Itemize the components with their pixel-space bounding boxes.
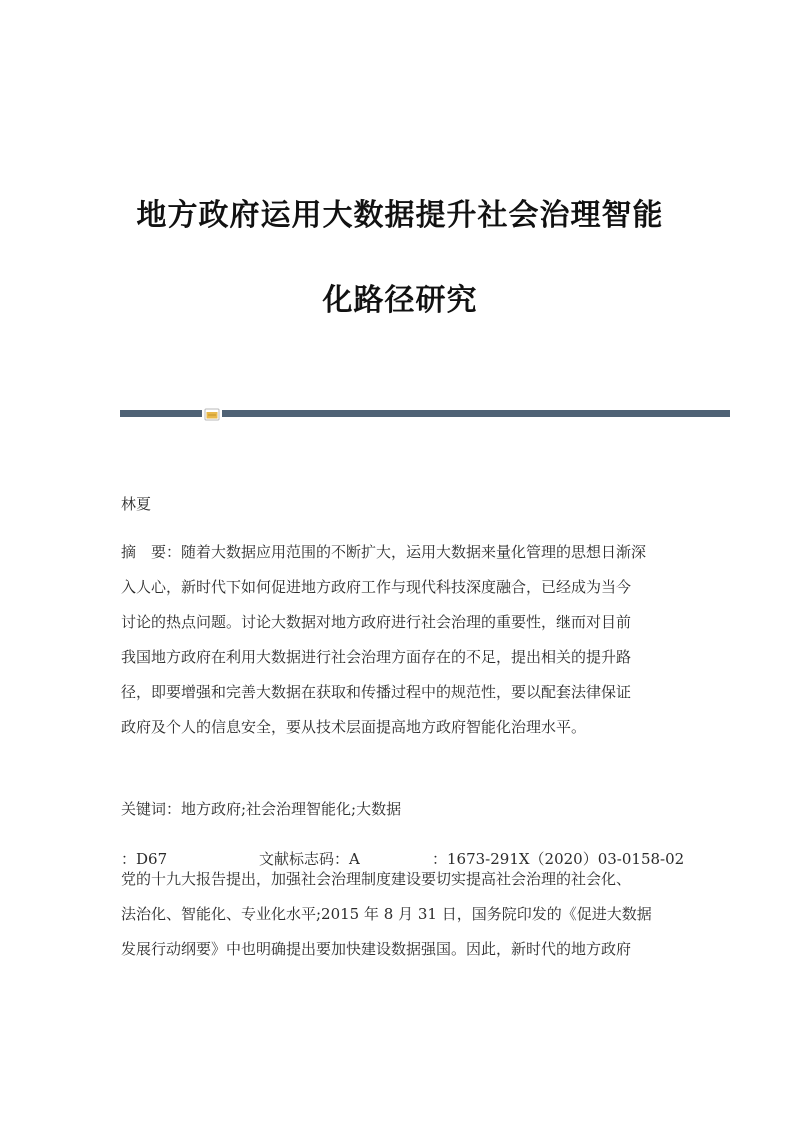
abstract [121,535,691,745]
abstract-line: 入人心，新时代下如何促进地方政府工作与现代科技深度融合，已经成为当今 [121,578,632,596]
body-line: 法治化、智能化、专业化水平;2015 年 8 月 31 日，国务院印发的《促进大数据 [121,905,652,923]
document-code: 文献标志码：A [259,850,360,868]
body-line: 党的十九大报告提出，加强社会治理制度建设要切实提高社会治理的社会化、 [121,870,632,888]
divider-rule-left [120,410,202,417]
body-line: 发展行动纲要》中也明确提出要加快建设数据强国。因此，新时代的地方政府 [121,940,632,958]
keywords [121,792,691,827]
abstract-line: 我国地方政府在利用大数据进行社会治理方面存在的不足，提出相关的提升路 [121,648,632,666]
article-number: ：1673-291X（2020）03-0158-02 [432,850,685,868]
author [121,487,691,522]
abstract-line: 政府及个人的信息安全，要从技术层面提高地方政府智能化治理水平。 [121,718,587,736]
abstract-line: 径，即要增强和完善大数据在获取和传播过程中的规范性，要以配套法律保证 [121,683,632,701]
abstract-line: 摘 要：随着大数据应用范围的不断扩大，运用大数据来量化管理的思想日渐深 [121,543,647,561]
keywords-line: 关键词：地方政府;社会治理智能化;大数据 [121,800,402,818]
divider-rule-right [222,410,730,417]
classification-number: ：D67 [121,850,168,868]
abstract-line: 讨论的热点问题。讨论大数据对地方政府进行社会治理的重要性，继而对目前 [121,613,632,631]
body-paragraph [121,862,691,967]
author-name: 林夏 [121,495,152,513]
page-title-line-1: 地方政府运用大数据提升社会治理智能 [136,198,664,233]
page-title-line-2: 化路径研究 [322,283,478,318]
folder-icon [204,406,220,420]
